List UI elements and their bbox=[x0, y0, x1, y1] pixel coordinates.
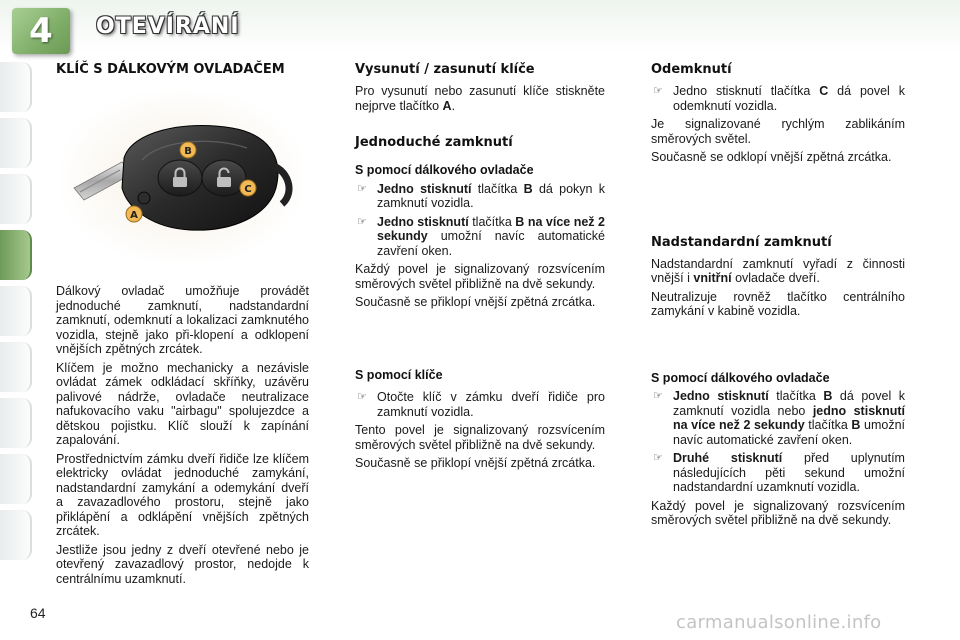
key-fob-body bbox=[122, 126, 289, 231]
section-title-deadlock: Nadstandardní zamknutí bbox=[651, 234, 832, 250]
deadlock-signal-paragraph: Každý povel je signalizovaný rozsvícením směrových světel přibližně na dvě sekundy. bbox=[651, 498, 905, 527]
bullet-lock-windows: ☞ Jedno stisknutí tlačítka B na více než 2 sekundy umožní navíc automatické zavření oken. bbox=[357, 214, 606, 258]
svg-text:B: B bbox=[184, 146, 192, 157]
callout-a bbox=[126, 206, 142, 222]
callout-b bbox=[180, 142, 196, 158]
callout-c bbox=[240, 180, 256, 196]
subtitle-key: S pomocí klíče bbox=[355, 367, 443, 382]
section-title-key-fold: Vysunutí / zasunutí klíče bbox=[355, 62, 535, 77]
key-signal-paragraph: Tento povel je signalizovaný rozsvícením směrových světel přibližně na dvě sekundy. bbox=[355, 423, 605, 452]
release-button-shape bbox=[138, 192, 150, 204]
pointing-hand-icon: ☞ bbox=[357, 390, 367, 403]
key-remote-heading: KLÍČ S DÁLKOVÝM OVLADAČEM bbox=[56, 62, 285, 77]
unlock-mirror-paragraph: Současně se odklopí vnější zpětná zrcátka. bbox=[651, 150, 892, 164]
bullet-simple-lock: ☞ Jedno stisknutí tlačítka B dá pokyn k zamknutí vozidla. bbox=[357, 181, 605, 210]
pointing-hand-icon: ☞ bbox=[357, 214, 367, 228]
door-open-warning-paragraph: Jestliže jsou jedny z dveří otevřené nebo je otevřený zavazadlový prostor, nedojde k centrálnímu uzamknutí. bbox=[56, 542, 309, 586]
signal-paragraph: Každý povel je signalizovaný rozsvícením směrových světel přibližně na dvě sekundy. bbox=[355, 262, 605, 291]
chapter-tab-7[interactable] bbox=[0, 398, 32, 448]
column-middle bbox=[355, 62, 605, 471]
key-mirror-paragraph: Současně se přiklopí vnější zpětná zrcátka. bbox=[355, 456, 596, 470]
bullet-deadlock-second: ☞ Druhé stisknutí před uplynutím následujících pěti sekund umožní nadstandardní uzamknutí vozidla. bbox=[653, 451, 905, 494]
page-number: 64 bbox=[30, 605, 46, 621]
mirror-fold-paragraph: Současně se přiklopí vnější zpětná zrcátka. bbox=[355, 295, 596, 309]
chapter-tab-2[interactable] bbox=[0, 118, 32, 168]
chapter-tab-8[interactable] bbox=[0, 454, 32, 504]
deadlock-paragraph: Nadstandardní zamknutí vyřadí z činnosti vnější i vnitřní ovladače dveří. bbox=[651, 256, 905, 285]
driver-door-lock-paragraph: Prostřednictvím zámku dveří řidiče lze klíčem elektricky ovládat jednoduché zamykání, nadstandardní zamykání a odemykání dveří a zavazadlového prostoru, stejně jako přiklápění a odklápění vnějších zpětných zrcátek. bbox=[56, 451, 309, 538]
section-title-simple-lock: Jednoduché zamknutí bbox=[355, 135, 513, 150]
chapter-tab-9[interactable] bbox=[0, 510, 32, 560]
pointing-hand-icon: ☞ bbox=[653, 389, 663, 402]
pointing-hand-icon: ☞ bbox=[653, 84, 663, 97]
chapter-title: OTEVÍRÁNÍ bbox=[96, 14, 240, 39]
unlock-signal-paragraph: Je signalizované rychlým zablikáním směrových světel. bbox=[651, 117, 905, 146]
column-right bbox=[651, 62, 905, 528]
chapter-tab-6[interactable] bbox=[0, 342, 32, 392]
bullet-deadlock-first: ☞ Jedno stisknutí tlačítka B dá povel k zamknutí vozidla nebo jedno stisknutí na více než 2 sekundy tlačítka B umožní navíc automatické zavření oken. bbox=[653, 389, 906, 447]
subtitle-remote-deadlock: S pomocí dálkového ovladače bbox=[651, 370, 830, 385]
svg-text:A: A bbox=[130, 210, 138, 221]
chapter-tab-3[interactable] bbox=[0, 174, 32, 224]
section-title-unlock: Odemknutí bbox=[651, 62, 732, 77]
column-left bbox=[56, 62, 309, 78]
chapter-tab-1[interactable] bbox=[0, 62, 32, 112]
pointing-hand-icon: ☞ bbox=[653, 451, 663, 464]
svg-text:C: C bbox=[244, 184, 252, 195]
chapter-tabs bbox=[0, 62, 34, 566]
chapter-tab-5[interactable] bbox=[0, 286, 32, 336]
chapter-number: 4 bbox=[29, 11, 53, 51]
chapter-number-box bbox=[12, 8, 70, 54]
bullet-key-lock: ☞ Otočte klíč v zámku dveří řidiče pro zamknutí vozidla. bbox=[357, 390, 605, 419]
bullet-unlock: ☞ Jedno stisknutí tlačítka C dá povel k odemknutí vozidla. bbox=[653, 84, 905, 113]
pointing-hand-icon: ☞ bbox=[357, 181, 367, 195]
subtitle-remote: S pomocí dálkového ovladače bbox=[355, 163, 534, 177]
watermark: carmanualsonline.info bbox=[676, 612, 882, 633]
chapter-tab-4[interactable] bbox=[0, 230, 32, 280]
intro-paragraph: Dálkový ovladač umožňuje provádět jednoduché zamknutí, nadstandardní zamknutí, odemknutí a lokalizaci zamknutého vozidla, stejně jako při-klopení a odklopení vnějších zpětných zrcátek. bbox=[56, 284, 309, 356]
key-fold-paragraph: Pro vysunutí nebo zasunutí klíče stiskněte nejprve tlačítko A. bbox=[355, 84, 605, 113]
key-remote-image bbox=[62, 92, 302, 262]
deadlock-central-paragraph: Neutralizuje rovněž tlačítko centrálního zamykání v kabině vozidla. bbox=[651, 289, 905, 318]
key-remote-illustration bbox=[62, 92, 302, 262]
mechanical-key-paragraph: Klíčem je možno mechanicky a nezávisle ovládat zámek odkládací skříňky, uzávěru palivové nádrže, ovladače neutralizace nafukovacího vaku "airbagu" spolujezdce a dětskou pojistku. Klíč slouží k zapínání zapalování. bbox=[56, 360, 309, 447]
column-left-text bbox=[56, 284, 309, 586]
